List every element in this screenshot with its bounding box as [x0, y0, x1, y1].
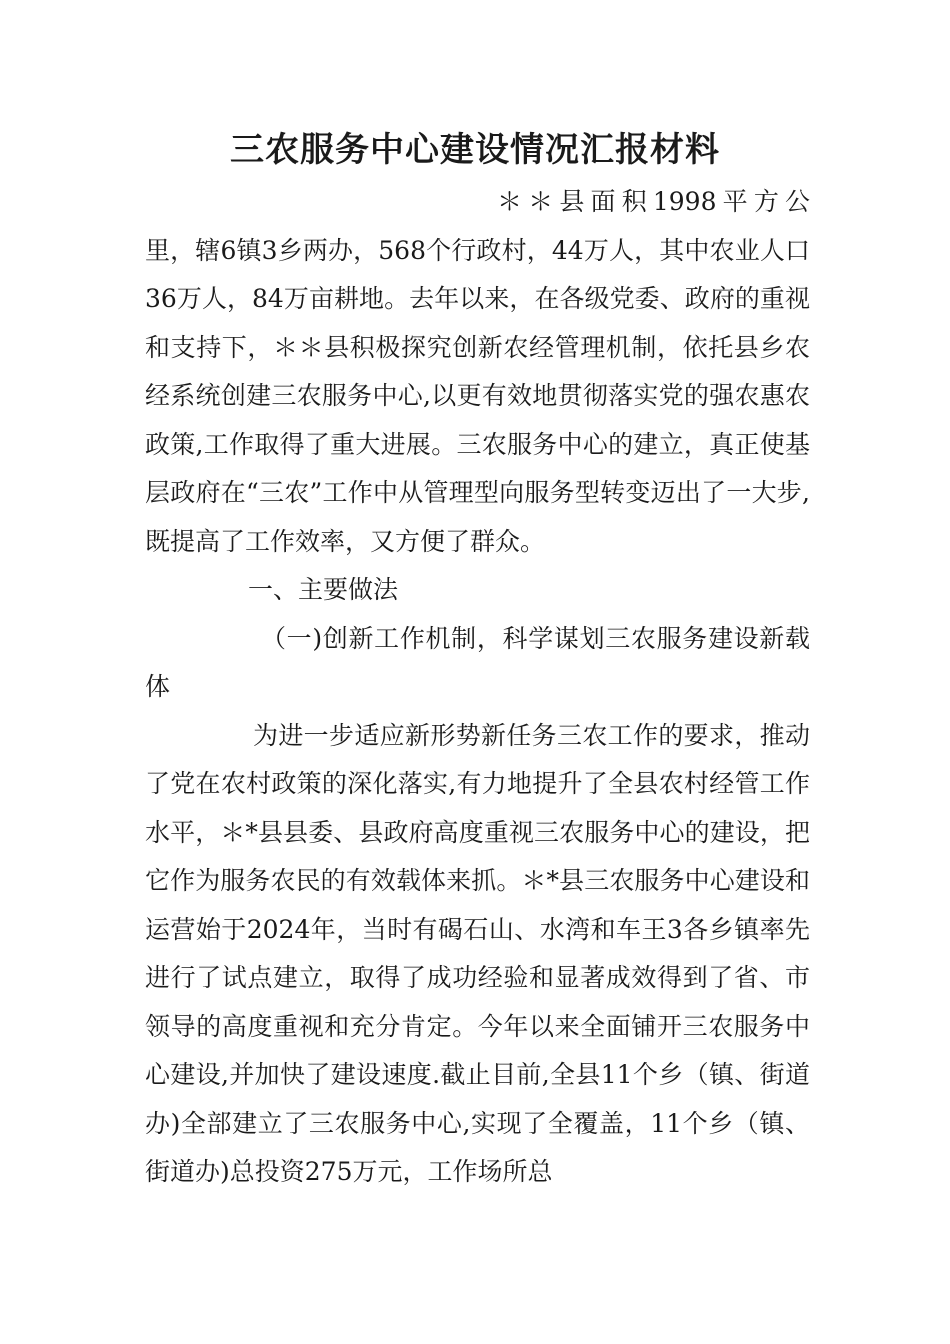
body-paragraph: 为进一步适应新形势新任务三农工作的要求，推动了党在农村政策的深化落实,有力地提升了全县农村经管工作水平，＊*县县委、县政府高度重视三农服务中心的建设，把它作为服务农民的有效载体来抓。＊*县三农服务中心建设和运营始于2024年，当时有碣石山、水湾和车王3各乡镇率先进行了试点建立，取得了成功经验和显著成效得到了省、市领导的高度重视和充分肯定。今年以来全面铺开三农服务中心建设,并加快了建设速度.截止目前,全县11个乡（镇、街道办)全部建立了三农服务中心,实现了全覆盖，11个乡（镇、街道办)总投资275万元，工作场所总 — [145, 720, 810, 1186]
subsection-heading: （一)创新工作机制，科学谋划三农服务建设新载体 — [145, 623, 810, 701]
document-title: 三农服务中心建设情况汇报材料 — [230, 130, 720, 170]
document-body — [145, 178, 810, 1197]
section-heading: 一、主要做法 — [248, 575, 399, 604]
intro-paragraph: ＊＊县面积1998平方公里，辖6镇3乡两办，568个行政村，44万人，其中农业人口36万人，84万亩耕地。去年以来，在各级党委、政府的重视和支持下，＊＊县积极探究创新农经管理机制，依托县乡农经系统创建三农服务中心,以更有效地贯彻落实党的强农惠农政策,工作取得了重大进展。三农服务中心的建立，真正使基层政府在“三农”工作中从管理型向服务型转变迈出了一大步,既提高了工作效率，又方便了群众。 — [145, 187, 810, 556]
